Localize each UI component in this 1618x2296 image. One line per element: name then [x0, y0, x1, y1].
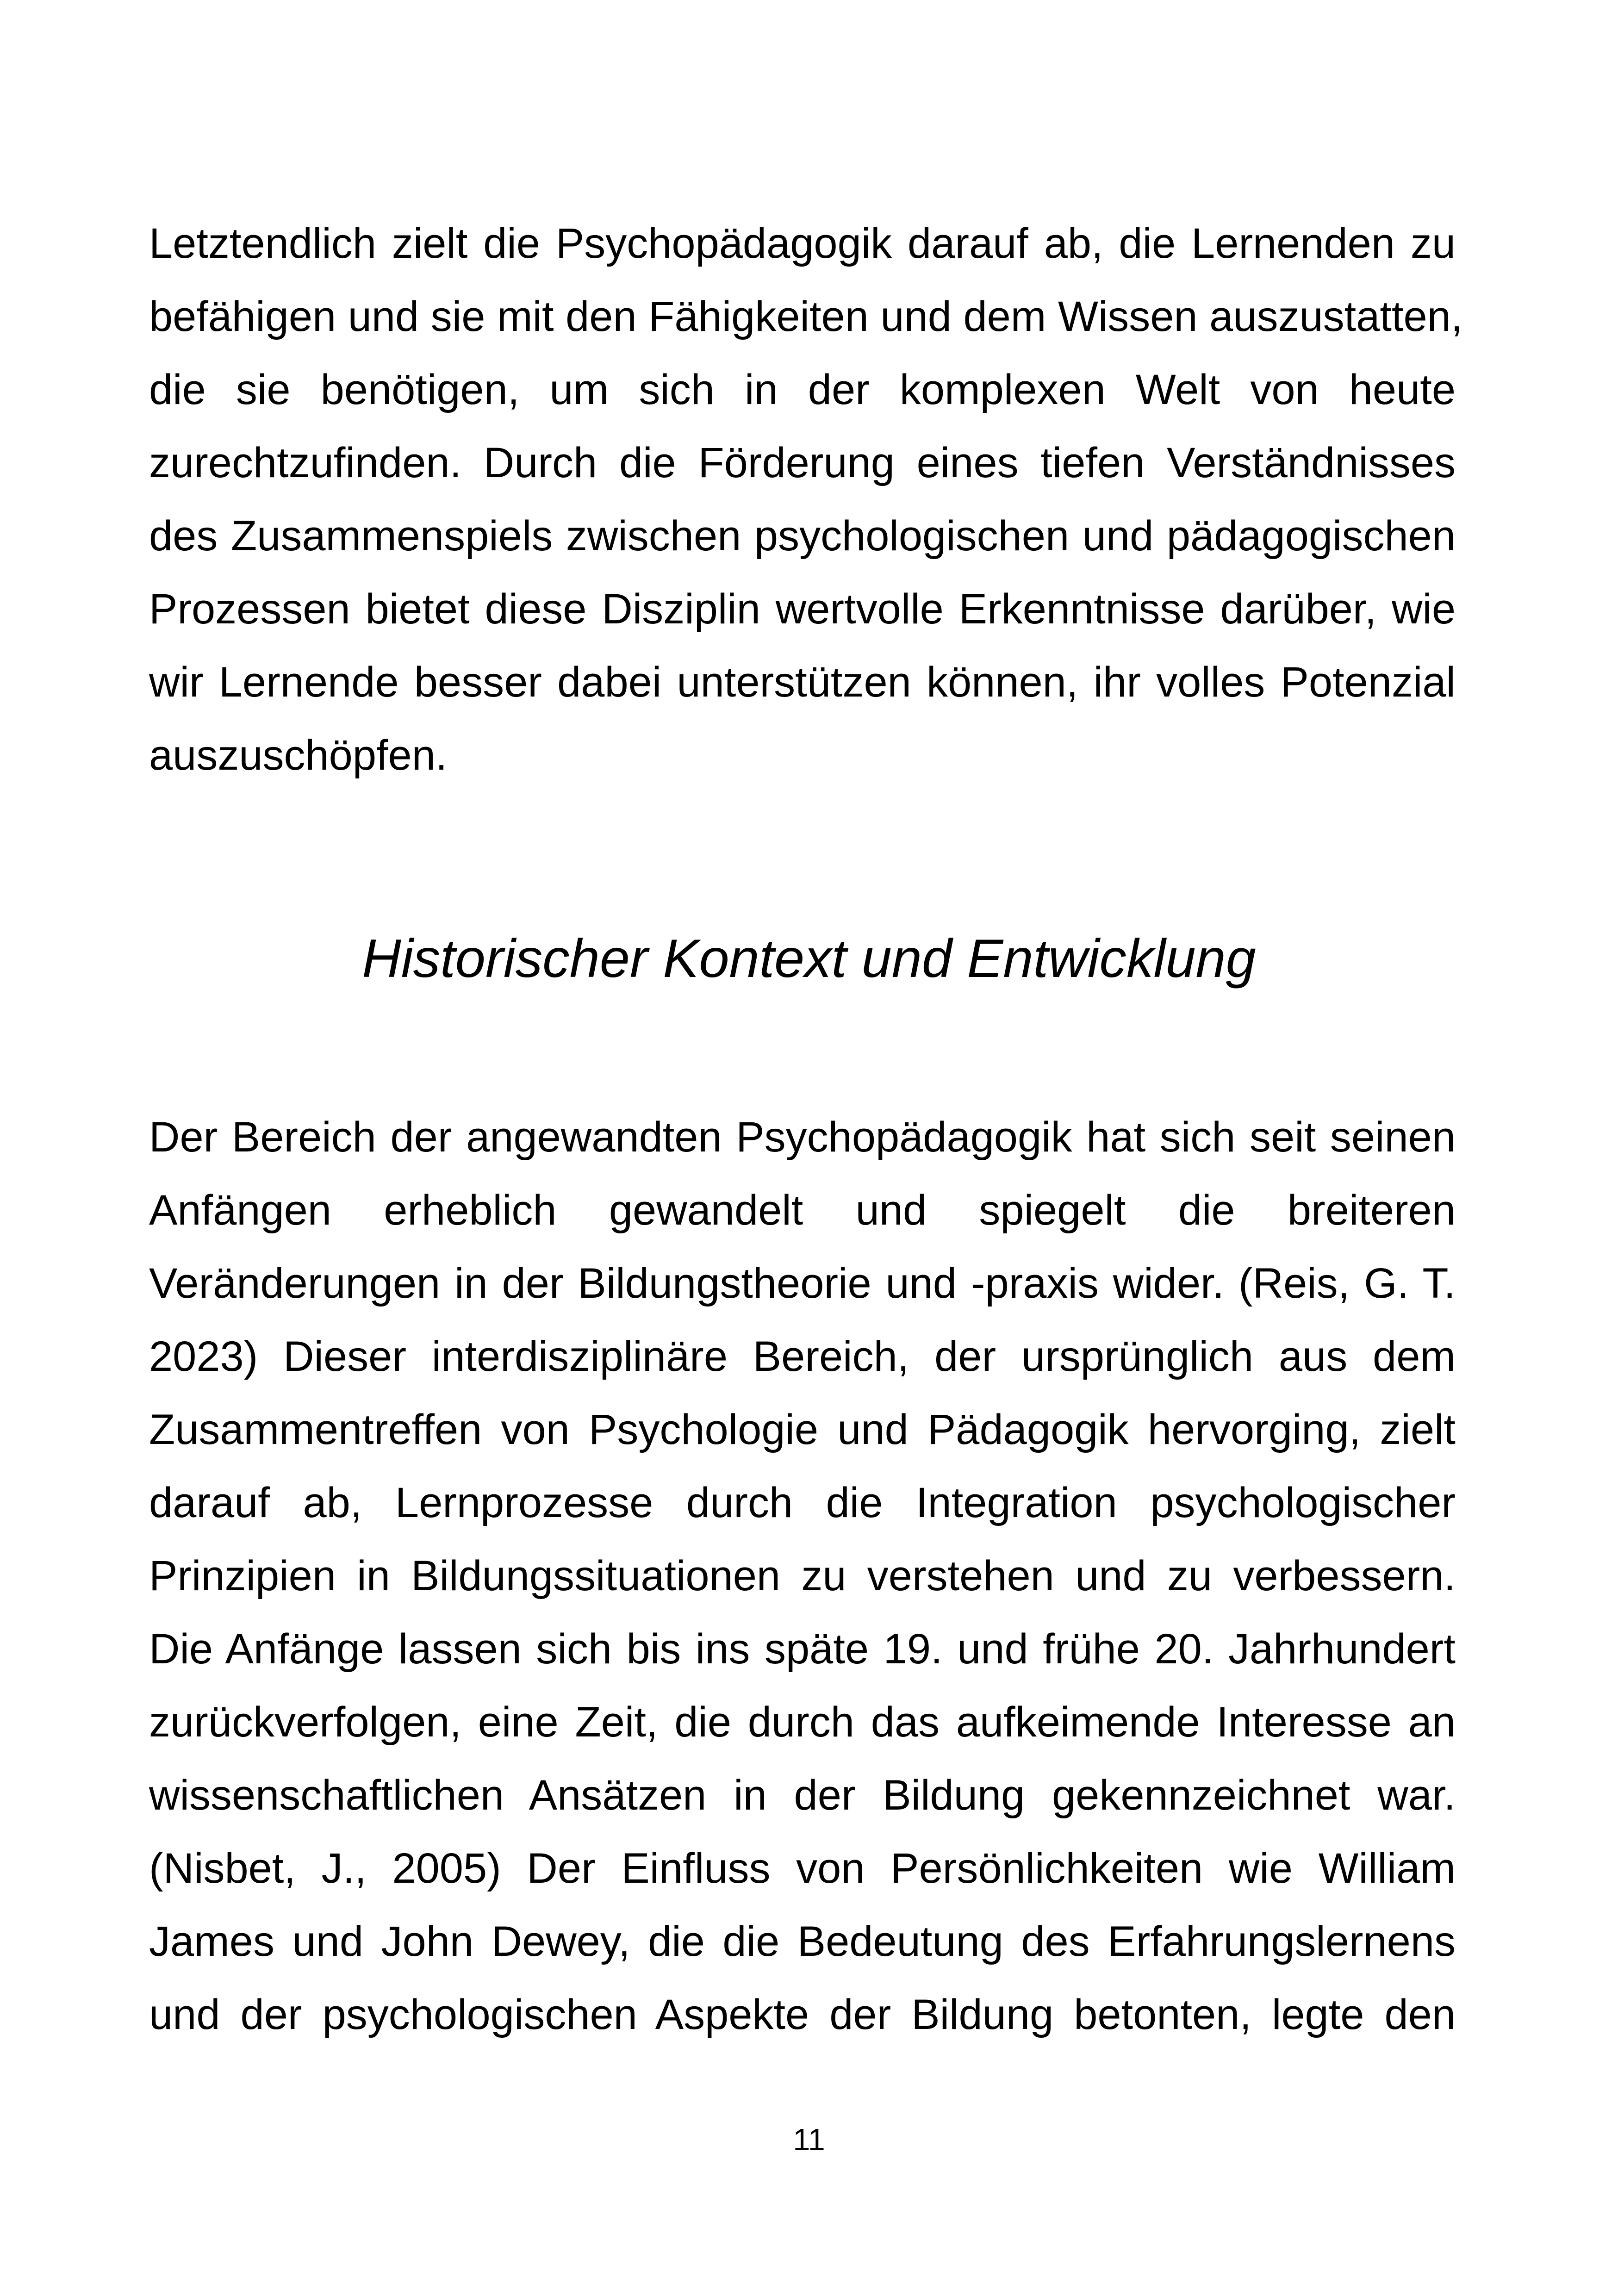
text-line: befähigen und sie mit den Fähigkeiten und dem Wissen auszustatten, [149, 293, 1463, 340]
text-line: und der psychologischen Aspekte der Bildung betonten, legte den [149, 1991, 1456, 2038]
text-line: 2023) Dieser interdisziplinäre Bereich, der ursprünglich aus dem [149, 1333, 1456, 1380]
text-line: wir Lernende besser dabei unterstützen können, ihr volles Potenzial [149, 659, 1456, 706]
text-line: Zusammentreffen von Psychologie und Pädagogik hervorging, zielt [149, 1406, 1456, 1453]
text-line: Anfängen erheblich gewandelt und spiegelt die breiteren [149, 1187, 1456, 1234]
text-line: Prozessen bietet diese Disziplin wertvolle Erkenntnisse darüber, wie [149, 585, 1456, 633]
text-line: Letztendlich zielt die Psychopädagogik darauf ab, die Lernenden zu [149, 220, 1456, 267]
text-line: die sie benötigen, um sich in der komplexen Welt von heute [149, 366, 1456, 413]
text-line: Die Anfänge lassen sich bis ins späte 19. und frühe 20. Jahrhundert [149, 1625, 1456, 1673]
section-heading: Historischer Kontext und Entwicklung [362, 928, 1256, 989]
text-line: zurechtzufinden. Durch die Förderung eines tiefen Verständnisses [149, 439, 1456, 486]
text-line: James und John Dewey, die die Bedeutung des Erfahrungslernens [149, 1918, 1456, 1965]
text-line: (Nisbet, J., 2005) Der Einfluss von Persönlichkeiten wie William [149, 1845, 1456, 1892]
page-number: 11 [793, 2122, 825, 2157]
text-line: darauf ab, Lernprozesse durch die Integration psychologischer [149, 1479, 1456, 1526]
text-line: des Zusammenspiels zwischen psychologischen und pädagogischen [149, 512, 1456, 560]
text-line: Prinzipien in Bildungssituationen zu verstehen und zu verbessern. [149, 1552, 1456, 1599]
text-line: Veränderungen in der Bildungstheorie und -praxis wider. (Reis, G. T. [149, 1260, 1456, 1307]
text-line: auszuschöpfen. [149, 732, 448, 779]
text-line: wissenschaftlichen Ansätzen in der Bildung gekennzeichnet war. [149, 1772, 1456, 1819]
text-line: zurückverfolgen, eine Zeit, die durch das aufkeimende Interesse an [149, 1699, 1456, 1746]
text-line: Der Bereich der angewandten Psychopädagogik hat sich seit seinen [149, 1114, 1456, 1161]
